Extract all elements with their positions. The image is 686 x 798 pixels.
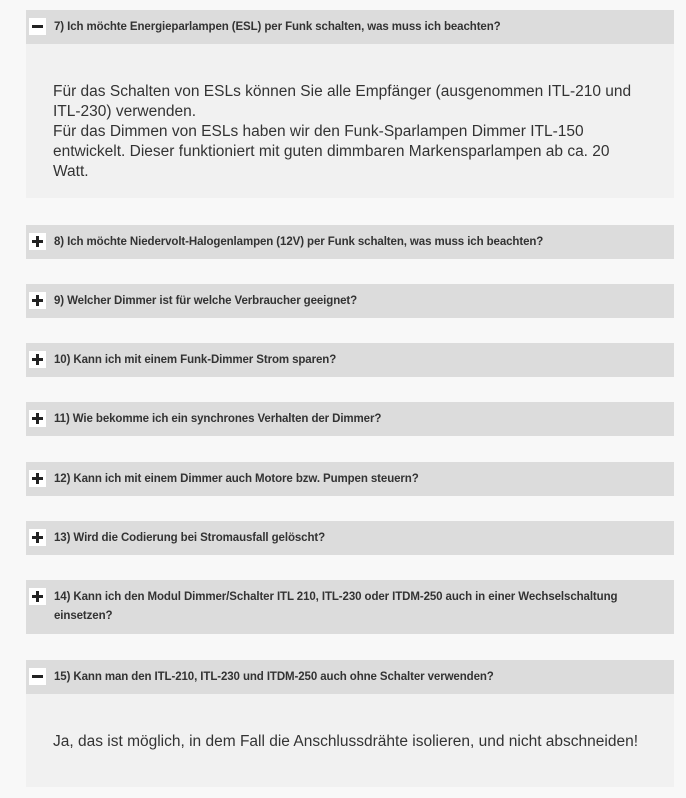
faq-item xyxy=(26,10,674,198)
plus-icon[interactable] xyxy=(29,470,46,487)
faq-item xyxy=(26,402,674,436)
plus-icon[interactable] xyxy=(29,588,46,605)
faq-question-toggle[interactable] xyxy=(26,225,674,259)
faq-question: 7) Ich möchte Energieparlampen (ESL) per Funk schalten, was muss ich beachten? xyxy=(54,21,501,33)
faq-question-toggle[interactable] xyxy=(26,580,674,634)
faq-answer-line: Für das Schalten von ESLs können Sie alle Empfänger (ausgenommen ITL-210 und ITL-230) verwenden. xyxy=(53,83,632,120)
faq-item xyxy=(26,462,674,496)
faq-question: 15) Kann man den ITL-210, ITL-230 und ITDM-250 auch ohne Schalter verwenden? xyxy=(54,671,494,683)
faq-item xyxy=(26,284,674,318)
faq-item xyxy=(26,660,674,787)
plus-icon[interactable] xyxy=(29,529,46,546)
plus-icon[interactable] xyxy=(29,292,46,309)
faq-item xyxy=(26,521,674,555)
faq-question-toggle[interactable] xyxy=(26,462,674,496)
minus-icon[interactable] xyxy=(29,668,46,685)
faq-question: 14) Kann ich den Modul Dimmer/Schalter ITL 210, ITL-230 oder ITDM-250 auch in einer Wechselschaltung einsetzen? xyxy=(54,591,618,622)
faq-answer-line: Ja, das ist möglich, in dem Fall die Anschlussdrähte isolieren, und nicht abschneiden! xyxy=(53,733,639,750)
faq-question-toggle[interactable] xyxy=(26,660,674,694)
faq-question: 11) Wie bekomme ich ein synchrones Verhalten der Dimmer? xyxy=(54,413,382,425)
faq-item xyxy=(26,580,674,634)
faq-answer xyxy=(26,44,674,198)
faq-question: 9) Welcher Dimmer ist für welche Verbraucher geeignet? xyxy=(54,295,358,307)
faq-question: 12) Kann ich mit einem Dimmer auch Motore bzw. Pumpen steuern? xyxy=(54,473,419,485)
faq-question: 8) Ich möchte Niedervolt-Halogenlampen (12V) per Funk schalten, was muss ich beachten? xyxy=(54,236,544,248)
faq-question-toggle[interactable] xyxy=(26,402,674,436)
plus-icon[interactable] xyxy=(29,233,46,250)
plus-icon[interactable] xyxy=(29,351,46,368)
faq-question-toggle[interactable] xyxy=(26,343,674,377)
faq-question-toggle[interactable] xyxy=(26,521,674,555)
faq-item xyxy=(26,343,674,377)
plus-icon[interactable] xyxy=(29,410,46,427)
faq-answer-line: Für das Dimmen von ESLs haben wir den Funk-Sparlampen Dimmer ITL-150 entwickelt. Dieser funktioniert mit guten dimmbaren Markensparlampen ab ca. 20 Watt. xyxy=(53,123,610,180)
minus-icon[interactable] xyxy=(29,18,46,35)
faq-question-toggle[interactable] xyxy=(26,10,674,44)
faq-answer xyxy=(26,694,674,787)
faq-question: 13) Wird die Codierung bei Stromausfall gelöscht? xyxy=(54,532,326,544)
faq-item xyxy=(26,225,674,259)
faq-question: 10) Kann ich mit einem Funk-Dimmer Strom sparen? xyxy=(54,354,337,366)
faq-question-toggle[interactable] xyxy=(26,284,674,318)
